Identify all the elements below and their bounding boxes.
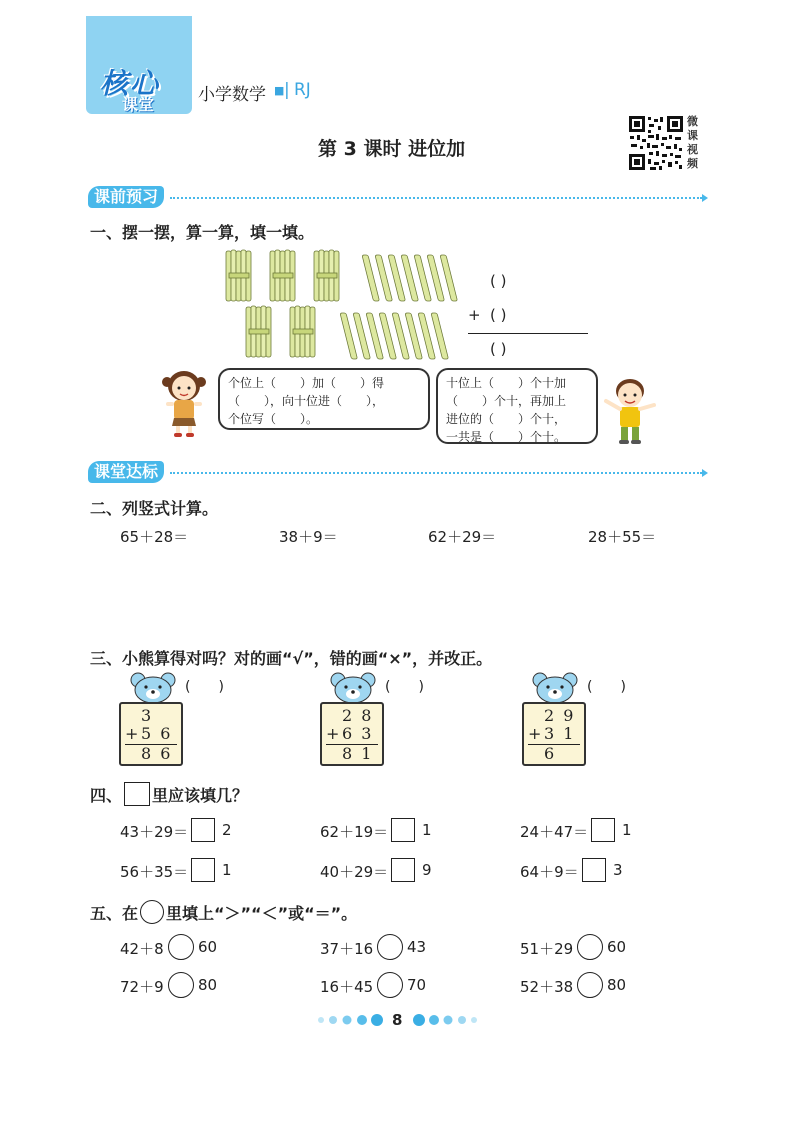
compare-circle[interactable] [377,972,403,998]
title-suffix: 里填上“＞”“＜”或“＝”。 [166,904,358,923]
boy-character-icon [600,375,660,447]
calc-card [320,702,384,766]
counting-sticks-illustration [220,245,460,365]
calc-card [522,702,586,766]
qr-code-icon[interactable] [628,115,684,171]
fill-expression: 64＋9＝ [520,863,579,881]
bubble-line: 个位写（ ）。 [228,412,319,426]
compare-right: 80 [198,976,218,994]
ten-stick-bundle [226,250,251,301]
compare-left: 42＋8 [120,940,164,958]
section-banner-preview: 课前预习 [88,186,164,208]
boy-speech-bubble [436,368,598,444]
section-banner-classwork: 课堂达标 [88,461,164,483]
calc-expression: 38＋9＝ [279,528,338,546]
blank-square-icon [124,782,150,806]
question-2-title: 二、列竖式计算。 [90,499,219,518]
answer-square[interactable] [191,818,215,842]
compare-left: 37＋16 [320,940,374,958]
compare-circle[interactable] [377,934,403,960]
title-prefix: 五、在 [90,904,139,923]
judge-blank[interactable]: ( ) [385,679,424,695]
compare-circle[interactable] [168,934,194,960]
calc-expression: 28＋55＝ [588,528,657,546]
answer-square[interactable] [582,858,606,882]
qr-label-char: 课 [687,129,698,142]
card-result: 6 [544,744,557,763]
subject-mark: ■ [274,84,285,97]
bubble-line: 十位上（ ）个十加 [446,376,567,390]
question-5-title [90,900,357,924]
page-number: 8 [392,1011,403,1029]
title-suffix: 里应该填几？ [152,786,249,805]
compare-right: 70 [407,976,427,994]
logo-title: 核心 [100,67,161,100]
fill-expression: 56＋35＝ [120,863,189,881]
subject-label: 小学数学 [198,85,266,105]
card-mid-number: 6 3 [342,724,374,743]
girl-character-icon [160,366,208,438]
addition-fill-box [468,270,588,365]
title-prefix: 四、 [90,786,123,805]
section-arrow-icon [702,194,708,202]
card-operator: + [326,724,342,743]
girl-speech-bubble [218,368,430,430]
fill-expression: 40＋29＝ [320,863,389,881]
judge-blank[interactable]: ( ) [587,679,626,695]
lesson-title: 第 3 课时 进位加 [318,138,466,160]
question-3-title: 三、小熊算得对吗？对的画“√”，错的画“×”，并改正。 [90,649,493,668]
fill-expression: 24＋47＝ [520,823,589,841]
bubble-line: 一共是（ ）个十。 [446,430,567,444]
compare-circle[interactable] [168,972,194,998]
card-top-number: 3 [141,706,154,725]
fill-tail-digit: 9 [422,861,432,879]
answer-square[interactable] [391,858,415,882]
sum-line [468,333,588,334]
qr-label-char: 微 [687,115,698,128]
card-operator: + [125,724,141,743]
bear-icon [130,672,176,704]
footer-dots-left-icon [316,1013,386,1027]
compare-left: 52＋38 [520,978,574,996]
section-divider [170,472,702,474]
compare-left: 72＋9 [120,978,164,996]
card-operator: + [528,724,544,743]
judge-blank[interactable]: ( ) [185,679,224,695]
fill-expression: 43＋29＝ [120,823,189,841]
edition-label: RJ [294,80,311,100]
ten-stick-bundle [246,306,271,357]
plus-sign: + [468,306,481,324]
calc-expression: 65＋28＝ [120,528,189,546]
compare-left: 51＋29 [520,940,574,958]
qr-label-char: 频 [687,157,698,170]
blank-circle-icon [140,900,164,924]
answer-blank[interactable]: ( ) [490,272,507,290]
fill-tail-digit: 1 [222,861,232,879]
bubble-line: 进位的（ ）个十， [446,412,567,426]
answer-square[interactable] [191,858,215,882]
fill-expression: 62＋19＝ [320,823,389,841]
question-1-title: 一、摆一摆，算一算，填一填。 [90,223,315,242]
fill-tail-digit: 2 [222,821,232,839]
card-top-number: 2 9 [544,706,576,725]
bubble-line: （ ），向十位进（ ）， [228,394,385,408]
footer-dots-right-icon [410,1013,480,1027]
bear-icon [532,672,578,704]
section-arrow-icon [702,469,708,477]
card-top-number: 2 8 [342,706,374,725]
calc-card [119,702,183,766]
compare-right: 43 [407,938,427,956]
answer-square[interactable] [591,818,615,842]
answer-square[interactable] [391,818,415,842]
ten-stick-bundle [270,250,295,301]
compare-right: 60 [198,938,218,956]
fill-tail-digit: 3 [613,861,623,879]
subject-separator: | [284,80,290,100]
question-4-title [90,782,248,806]
compare-right: 80 [607,976,627,994]
fill-tail-digit: 1 [422,821,432,839]
section-divider [170,197,702,199]
compare-right: 60 [607,938,627,956]
card-result: 8 6 [141,744,173,763]
qr-label-char: 视 [687,143,698,156]
qr-label [687,115,701,171]
answer-blank[interactable]: ( ) [490,306,507,324]
bear-icon [330,672,376,704]
compare-circle[interactable] [577,934,603,960]
card-mid-number: 3 1 [544,724,576,743]
compare-left: 16＋45 [320,978,374,996]
fill-tail-digit: 1 [622,821,632,839]
ten-stick-bundle [290,306,315,357]
compare-circle[interactable] [577,972,603,998]
ten-stick-bundle [314,250,339,301]
logo-subtitle: 课堂 [122,95,155,114]
calc-expression: 62＋29＝ [428,528,497,546]
bubble-line: 个位上（ ）加（ ）得 [228,376,385,390]
answer-blank[interactable]: ( ) [490,340,507,358]
card-mid-number: 5 6 [141,724,173,743]
bubble-line: （ ）个十，再加上 [446,394,567,408]
card-result: 8 1 [342,744,374,763]
